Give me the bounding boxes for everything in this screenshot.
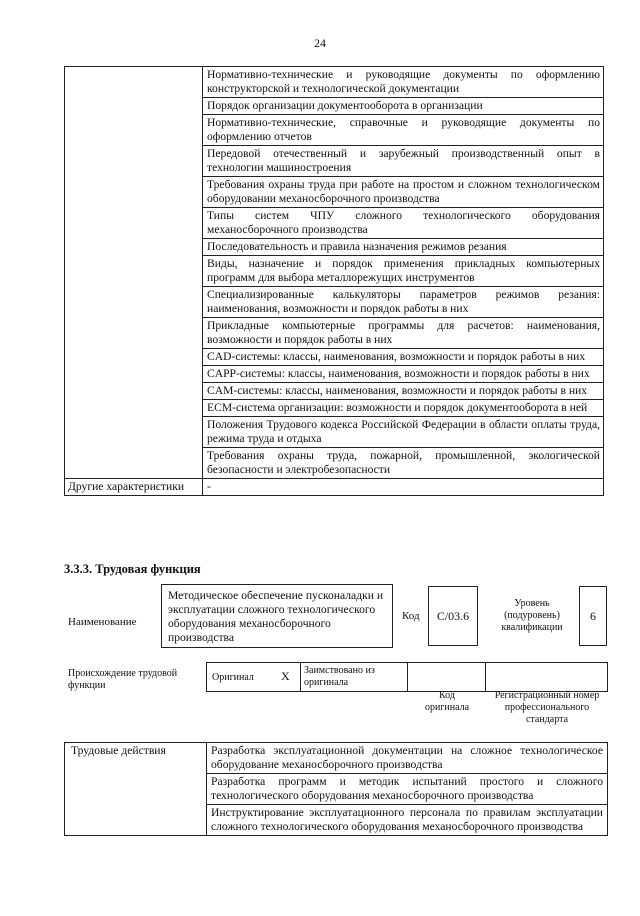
knowledge-item: Требования охраны труда при работе на простом и сложном технологическом оборудовании механосборочного производства — [203, 177, 604, 208]
knowledge-item: Последовательность и правила назначения режимов резания — [203, 239, 604, 256]
level-label: Уровень (подуровень) квалификации — [501, 598, 563, 633]
knowledge-item: ECM-система организации: возможности и порядок документооборота в ней — [203, 400, 604, 417]
knowledge-item: Специализированные калькуляторы параметров режимов резания: наименования, возможности и порядок работы в них — [203, 287, 604, 318]
origin-reg-caption: Регистрационный номер профессионального стандарта — [494, 690, 600, 725]
divider — [300, 663, 301, 691]
code-value: C/03.6 — [436, 609, 470, 623]
knowledge-item: Нормативно-технические, справочные и руководящие документы по оформлению отчетов — [203, 115, 604, 146]
knowledge-item: Нормативно-технические и руководящие документы по оформлению конструкторской и технологической документации — [203, 67, 604, 98]
knowledge-item: Виды, назначение и порядок применения прикладных компьютерных программ для выбора металлорежущих инструментов — [203, 256, 604, 287]
action-item: Разработка программ и методик испытаний простого и сложного технологического оборудования механосборочного производства — [207, 774, 608, 805]
origin-label: Происхождение трудовой функции — [68, 668, 178, 691]
code-label: Код — [402, 610, 420, 622]
action-item: Инструктирование эксплуатационного персонала по правилам эксплуатации сложного технологического оборудования механосборочного производства — [207, 805, 608, 836]
name-label: Наименование — [68, 616, 137, 628]
knowledge-item: Типы систем ЧПУ сложного технологического оборудования механосборочного производства — [203, 208, 604, 239]
other-characteristics-value: - — [203, 479, 604, 496]
code-box — [428, 586, 478, 646]
knowledge-table — [64, 66, 604, 496]
page-number: 24 — [314, 36, 326, 50]
actions-label: Трудовые действия — [65, 743, 207, 836]
knowledge-label-cell — [65, 67, 203, 479]
knowledge-item: Передовой отечественный и зарубежный производственный опыт в технологии машиностроения — [203, 146, 604, 177]
function-name-value: Методическое обеспечение пусконаладки и эксплуатации сложного технологического оборудования механосборочного производства — [168, 589, 384, 644]
origin-borrowed-label: Заимствовано из оригинала — [304, 665, 375, 688]
origin-mark: X — [281, 669, 290, 683]
origin-original-label: Оригинал — [212, 672, 254, 683]
knowledge-item: Положения Трудового кодекса Российской Федерации в области оплаты труда, режима труда и отдыха — [203, 417, 604, 448]
knowledge-item: CAPP-системы: классы, наименования, возможности и порядок работы в них — [203, 366, 604, 383]
knowledge-item: Порядок организации документооборота в организации — [203, 98, 604, 115]
actions-table — [64, 742, 608, 836]
origin-box — [206, 662, 608, 692]
origin-code-caption: Код оригинала — [424, 690, 470, 713]
knowledge-item: CAM-системы: классы, наименования, возможности и порядок работы в них — [203, 383, 604, 400]
other-characteristics-label: Другие характеристики — [65, 479, 203, 496]
divider — [485, 663, 486, 691]
level-box — [579, 586, 607, 646]
action-item: Разработка эксплуатационной документации на сложное технологическое оборудование механосборочного производства — [207, 743, 608, 774]
level-value: 6 — [590, 609, 596, 623]
divider — [407, 663, 408, 691]
function-name-box — [161, 584, 393, 648]
knowledge-item: Прикладные компьютерные программы для расчетов: наименования, возможности и порядок работы в них — [203, 318, 604, 349]
knowledge-item: Требования охраны труда, пожарной, промышленной, экологической безопасности и электробезопасности — [203, 448, 604, 479]
knowledge-item: CAD-системы: классы, наименования, возможности и порядок работы в них — [203, 349, 604, 366]
section-heading: 3.3.3. Трудовая функция — [64, 562, 201, 576]
